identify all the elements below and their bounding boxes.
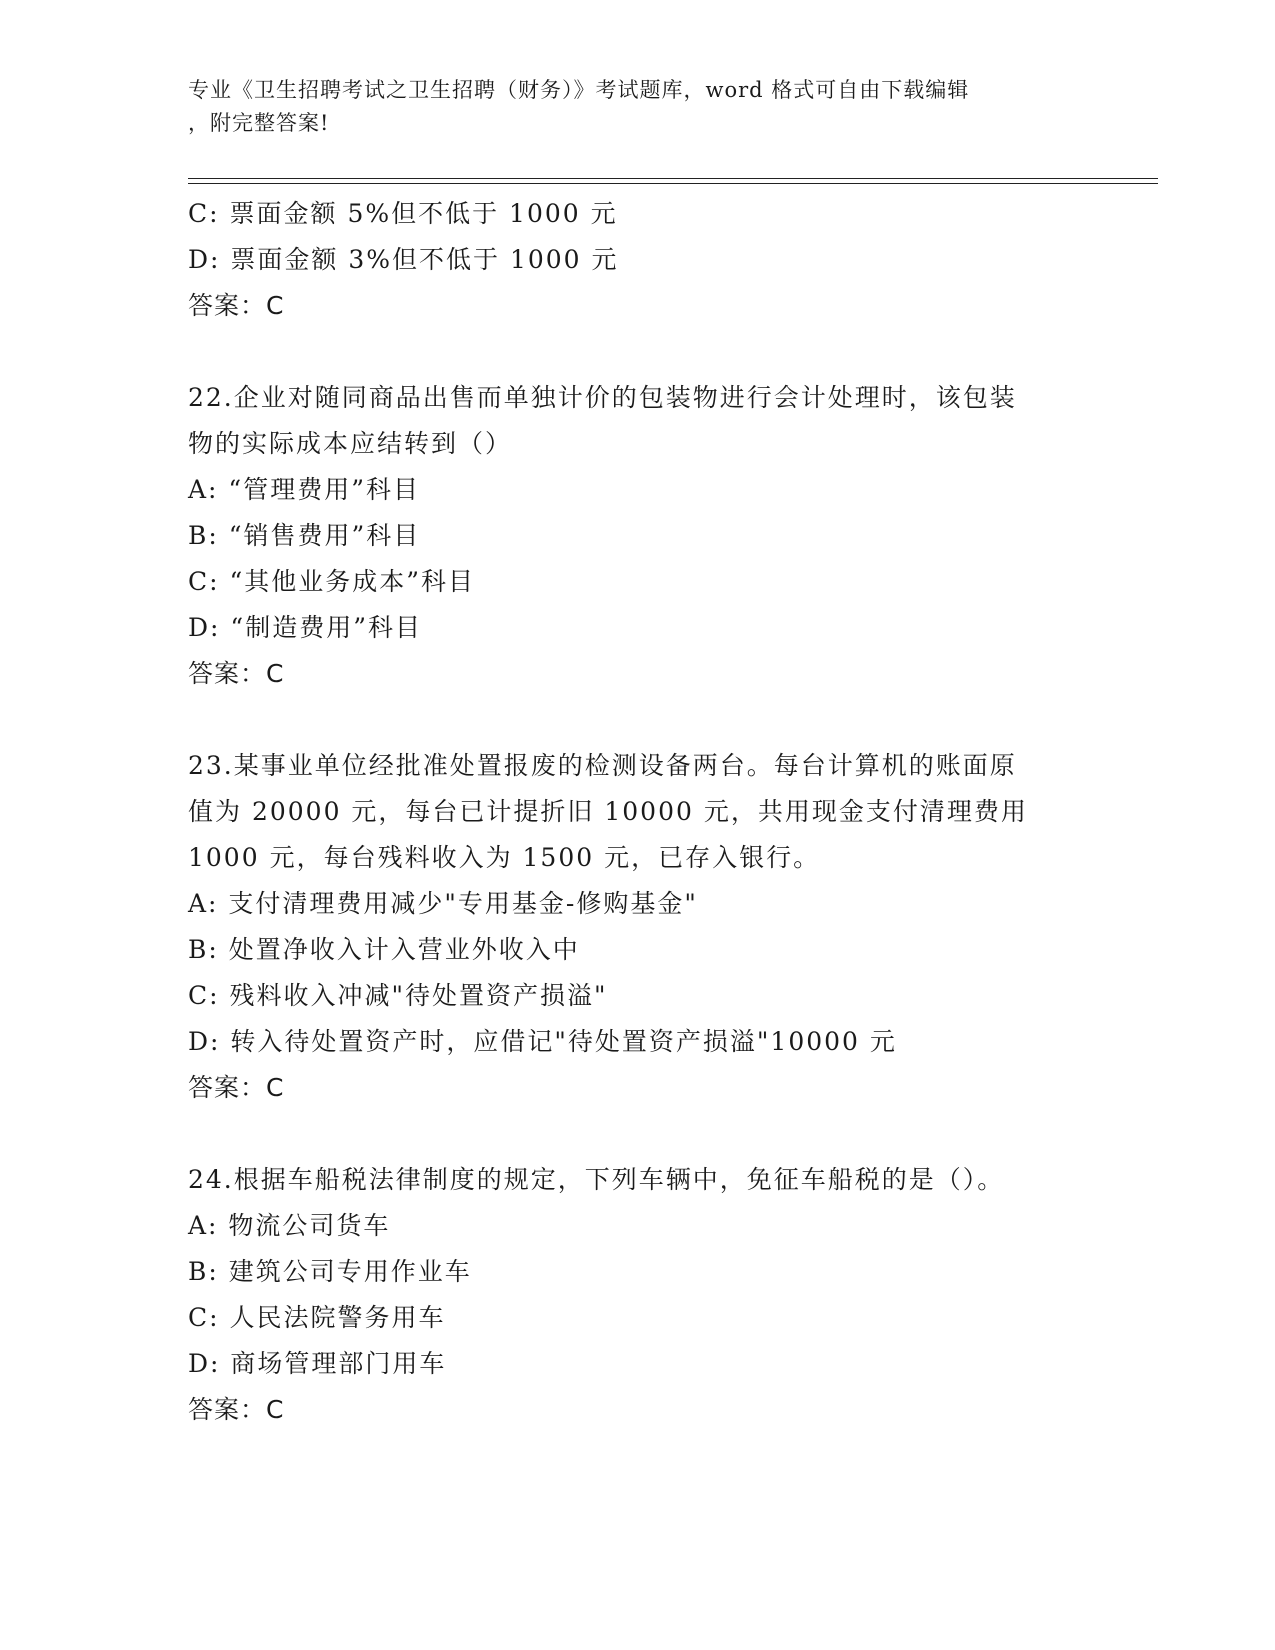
spacer <box>188 329 1088 375</box>
option-b: B: 建筑公司专用作业车 <box>188 1257 472 1286</box>
option-b: B: “销售费用”科目 <box>188 521 421 550</box>
header-divider-top <box>188 178 1158 179</box>
option-d: D: 票面金额 3%但不低于 1000 元 <box>188 245 619 274</box>
option-a: A: “管理费用”科目 <box>188 475 420 504</box>
option-c: C: 票面金额 5%但不低于 1000 元 <box>188 199 618 228</box>
spacer <box>188 697 1088 743</box>
option-a: A: 支付清理费用减少"专用基金-修购基金" <box>188 889 698 918</box>
option-c: C: 人民法院警务用车 <box>188 1303 446 1332</box>
spacer <box>188 1111 1088 1157</box>
header-divider-bottom <box>188 183 1158 184</box>
question-23 <box>188 743 1088 1111</box>
header-line-2: ，附完整答案! <box>188 111 330 135</box>
option-d: D: 转入待处置资产时，应借记"待处置资产损溢"10000 元 <box>188 1027 897 1056</box>
question-stem: 22.企业对随同商品出售而单独计价的包装物进行会计处理时，该包装 <box>188 383 1017 412</box>
option-d: D: 商场管理部门用车 <box>188 1349 447 1378</box>
question-stem: 物的实际成本应结转到（） <box>188 429 513 458</box>
option-c: C: 残料收入冲减"待处置资产损溢" <box>188 981 608 1010</box>
question-24 <box>188 1157 1088 1433</box>
question-list <box>188 191 1088 1433</box>
answer: 答案：C <box>188 1395 285 1424</box>
answer: 答案：C <box>188 659 285 688</box>
option-d: D: “制造费用”科目 <box>188 613 422 642</box>
header-line-1: 专业《卫生招聘考试之卫生招聘（财务）》考试题库，word 格式可自由下载编辑 <box>188 78 970 102</box>
option-b: B: 处置净收入计入营业外收入中 <box>188 935 580 964</box>
option-c: C: “其他业务成本”科目 <box>188 567 476 596</box>
question-stem: 23.某事业单位经批准处置报废的检测设备两台。每台计算机的账面原 <box>188 751 1017 780</box>
question-21-tail <box>188 191 1088 329</box>
question-stem: 24.根据车船税法律制度的规定，下列车辆中，免征车船税的是（）。 <box>188 1165 1005 1194</box>
question-stem: 1000 元，每台残料收入为 1500 元，已存入银行。 <box>188 843 821 872</box>
question-stem: 值为 20000 元，每台已计提折旧 10000 元，共用现金支付清理费用 <box>188 797 1028 826</box>
answer: 答案：C <box>188 1073 285 1102</box>
document-header <box>188 74 1088 140</box>
question-22 <box>188 375 1088 697</box>
answer: 答案：C <box>188 291 285 320</box>
option-a: A: 物流公司货车 <box>188 1211 391 1240</box>
